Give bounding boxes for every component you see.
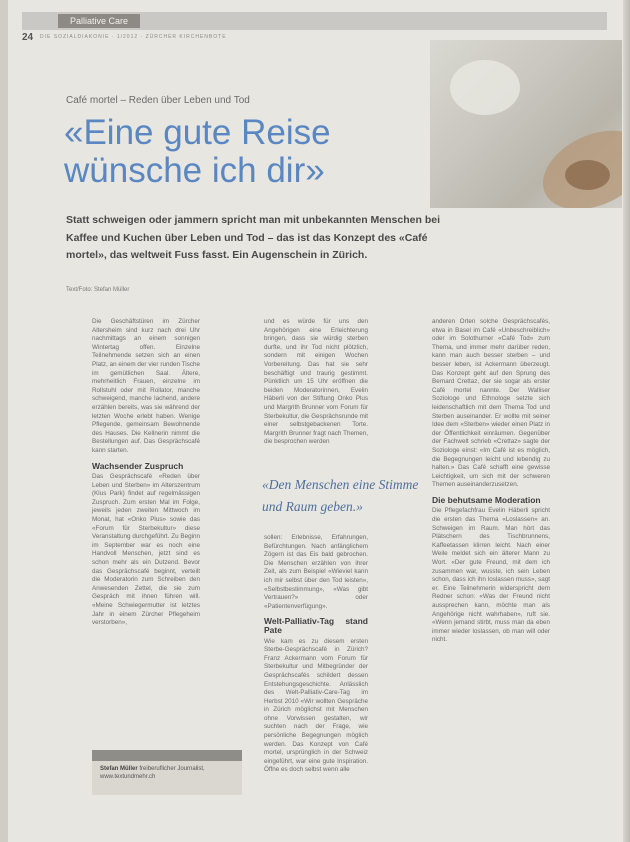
column-2-paragraph-3: Wie kam es zu diesem ersten Sterbe-Gesprächscafé in Zürich? Franz Ackermann vom Forum für Sterbekultur und Mitbegründer der Gesprächscafés schildert dessen Entstehungsgeschichte. Anlässlich des Welt-Palliativ-Care-Tag im Herbst 2010 «Wir wollten Gespräche in Zürich möglichst mit Menschen ohne Vorwissen gestalten, wir suchten nach der Frage, wie persönliche Begegnungen möglich werden. Das Konzept von Café mortel, ursprünglich in der Schweiz eingeführt, war eine gute Inspiration. Öffne es doch selbst wenn alle — [264, 637, 368, 774]
page-edge-left — [0, 0, 8, 842]
article-headline — [64, 114, 424, 190]
subhead-welt-palliativ-tag: Welt-Palliativ-Tag stand Pate — [264, 616, 368, 635]
author-name: Stefan Müller — [100, 766, 138, 772]
photo-highlight — [450, 60, 520, 115]
pull-quote-line-1: «Den Menschen eine Stimme — [262, 477, 419, 492]
column-1-paragraph-1: Die Geschäftstüren im Zürcher Altersheim sind kurz nach drei Uhr nachmittags an einem sonnigen Wintertag offen. Einzelne Teilnehmende setzen sich an einen Platz, an einem der vier runden Tische im gemütlichen Saal. Ältere, mehrheitlich Frauen, einzelne im Rollstuhl oder mit Rollator, manche schweigend, manche lachend, andere erzählen bereits, was sie während der letzten Woche erlebt haben. Wenige Pflegende, gemeinsam Bewohnende des Hauses. Die Kellnerin nimmt die Bestellungen auf. Das Gesprächscafé kann starten. — [92, 318, 200, 454]
headline-line-2: wünsche ich dir» — [64, 151, 325, 190]
column-1 — [92, 318, 200, 628]
author-info-box — [92, 750, 242, 795]
pull-quote-line-2: und Raum geben.» — [262, 499, 363, 514]
column-2-bottom — [264, 534, 368, 775]
column-2-paragraph-1: und es würde für uns den Angehörigen eine Erleichterung bringen, dass sie würdig sterben durfte, und ihr Tod nicht plötzlich, sondern mit einigen Wochen Vorbereitung. Das hat sie sehr beschäftigt und traurig gestimmt. Pünktlich um 15 Uhr eröffnen die beiden Moderatorinnen, Evelin Häberli von der Stiftung Onko Plus und Margrith Brunner vom Forum für Sterbekultur, die Gesprächsrunde mit einer selbstgebackenen Torte. Margrith Brunner fragt nach Themen, die besprochen werden — [264, 318, 368, 446]
article-credit: Text/Foto: Stefan Müller — [66, 287, 130, 293]
article-kicker: Café mortel – Reden über Leben und Tod — [66, 95, 250, 106]
info-box-header — [92, 750, 242, 761]
subhead-wachsender-zuspruch: Wachsender Zuspruch — [92, 460, 184, 471]
column-2-top — [264, 318, 368, 447]
photo-cake-shadow — [565, 160, 610, 190]
header-meta: DIE SOZIALDIAKONIE · 1/2012 · ZÜRCHER KIRCHENBOTE — [40, 34, 227, 40]
headline-line-1: «Eine gute Reise — [64, 113, 331, 152]
article-photo — [430, 40, 622, 208]
page-edge-right — [623, 0, 630, 842]
pull-quote — [262, 474, 442, 518]
page-number: 24 — [22, 32, 34, 43]
subhead-behutsame-moderation: Die behutsame Moderation — [432, 494, 541, 505]
column-3 — [432, 318, 550, 645]
article-lede: Statt schweigen oder jammern spricht man mit unbekannten Menschen bei Kaffee und Kuchen über Leben und Tod – das ist das Konzept des «Café mortel», das weltweit Fuss fasst. Ein Augenschein in Zürich. — [66, 214, 440, 261]
section-tab: Palliative Care — [58, 14, 140, 28]
author-description: freiberuflicher Journalist, www.textundmehr.ch — [100, 766, 205, 780]
column-2-paragraph-2: sollen: Erlebnisse, Erfahrungen, Befürchtungen. Nach anfänglichem Zögern ist das Eis bald gebrochen. Die Menschen erzählen von ihrer Zeit, als zum Beispiel «Wieviel kann ich mir selbst über den Tod leisten», «Selbstbestimmung», «Was gibt Vertrauen?» oder «Patientenverfügung». — [264, 534, 368, 610]
column-3-paragraph-2: Die Pflegefachfrau Evelin Häberli spricht die ersten das Thema «Loslassen» an. Schweigen im Raum. Man hört das Plätschern des Tischbrunnens, Kaffeetassen klirren leicht. Nach einer Weile meldet sich ein älterer Mann zu Wort. «Der gute Freund, mit dem ich zusammen war, wusste, ich sein Leben schon, dass ich ihn loslassen muss», sagt er. Eine Teilnehmerin widerspricht dem Redner schon: «Was der Freund nicht aussprechen kann, möchte man als Angehörige nicht wahrhaben», ruft sie. «Wenn jemand stirbt, muss man da eben immer wieder loslassen, ob man will oder nicht. — [432, 507, 550, 644]
column-3-paragraph-1: anderen Orten solche Gesprächscafés, etwa in Basel im Café «Unbeschreiblich» oder im Solothurner «Café Tod» zum Thema, und immer mehr darüber reden, kann man auch besser sterben – und besser leben, ist Ackermann überzeugt. Das Konzept geht auf den Sprung des Bernard Crettaz, der sie sogar als erster Café mortel nannte. Der Walliser Soziologe und Ethnologe setzte sich leidenschaftlich mit dem Thema Tod und Sterben auseinander. Er wollte mit seiner Idee dem «Sterben» wieder einen Platz in der Öffentlichkeit einräumen. Gegenüber der Fachwelt schrieb «Crettaz» sagte der Soziologe einst: «Im Café ist es möglich, die Begegnungen leicht und lebendig zu halten.» Das Café schafft eine gewisse Leichtigkeit, um sich mit der schweren Themen auseinanderzusetzen. — [432, 318, 550, 489]
info-box-text — [92, 761, 242, 785]
column-1-paragraph-2: Das Gesprächscafé «Reden über Leben und Sterben» im Alterszentrum (Klus Park) findet auf regelmässigen Zuspruch. Zum ersten Mal im Folge, jeweils jeden zweiten Mittwoch im Monat, hat «Onko Plus» sowie das «Forum für Sterbekultur» diese Veranstaltung durchgeführt. Zu Beginn im September war es noch eine Handvoll Menschen, jetzt sind es schon mehr als ein Dutzend. Bevor das Gesprächscafé beginnt, verteilt die Moderatorin zum Schreiben den Anwesenden Zettel, die sie zum Gespräch mit ihnen führen will. «Meine Schwiegermutter ist letztes Jahr in einem Zürcher Pflegeheim verstorben», — [92, 473, 200, 627]
